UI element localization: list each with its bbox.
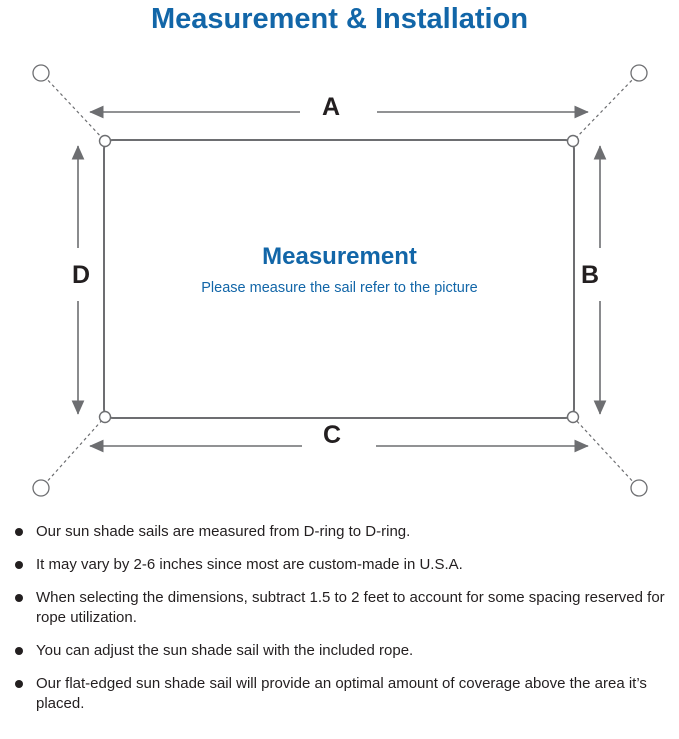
dimension-label-c: C [323, 421, 342, 449]
note-text: It may vary by 2-6 inches since most are custom-made in U.S.A. [36, 556, 463, 573]
list-item [0, 674, 679, 714]
list-item [0, 641, 679, 661]
note-text: Our flat-edged sun shade sail will provide an optimal amount of coverage above the area it’s placed. [36, 675, 647, 712]
diagram-center-title: Measurement [262, 243, 417, 270]
sail-body [104, 140, 574, 418]
dimension-label-b: B [581, 261, 600, 289]
notes-list [0, 522, 679, 727]
note-text: When selecting the dimensions, subtract 1.5 to 2 feet to account for some spacing reserved for rope utilization. [36, 589, 665, 626]
bullet-icon [15, 594, 23, 602]
bullet-icon [15, 647, 23, 655]
bullet-icon [15, 528, 23, 536]
note-text: Our sun shade sails are measured from D-ring to D-ring. [36, 523, 411, 540]
list-item [0, 588, 679, 628]
dimension-label-a: A [322, 93, 341, 121]
dimension-label-d: D [72, 261, 91, 289]
bullet-icon [15, 561, 23, 569]
measurement-diagram [0, 48, 679, 518]
bullet-icon [15, 680, 23, 688]
list-item [0, 522, 679, 542]
note-text: You can adjust the sun shade sail with the included rope. [36, 642, 414, 659]
list-item [0, 555, 679, 575]
page-title: Measurement & Installation [150, 3, 529, 35]
diagram-center-subtitle: Please measure the sail refer to the picture [201, 280, 478, 296]
